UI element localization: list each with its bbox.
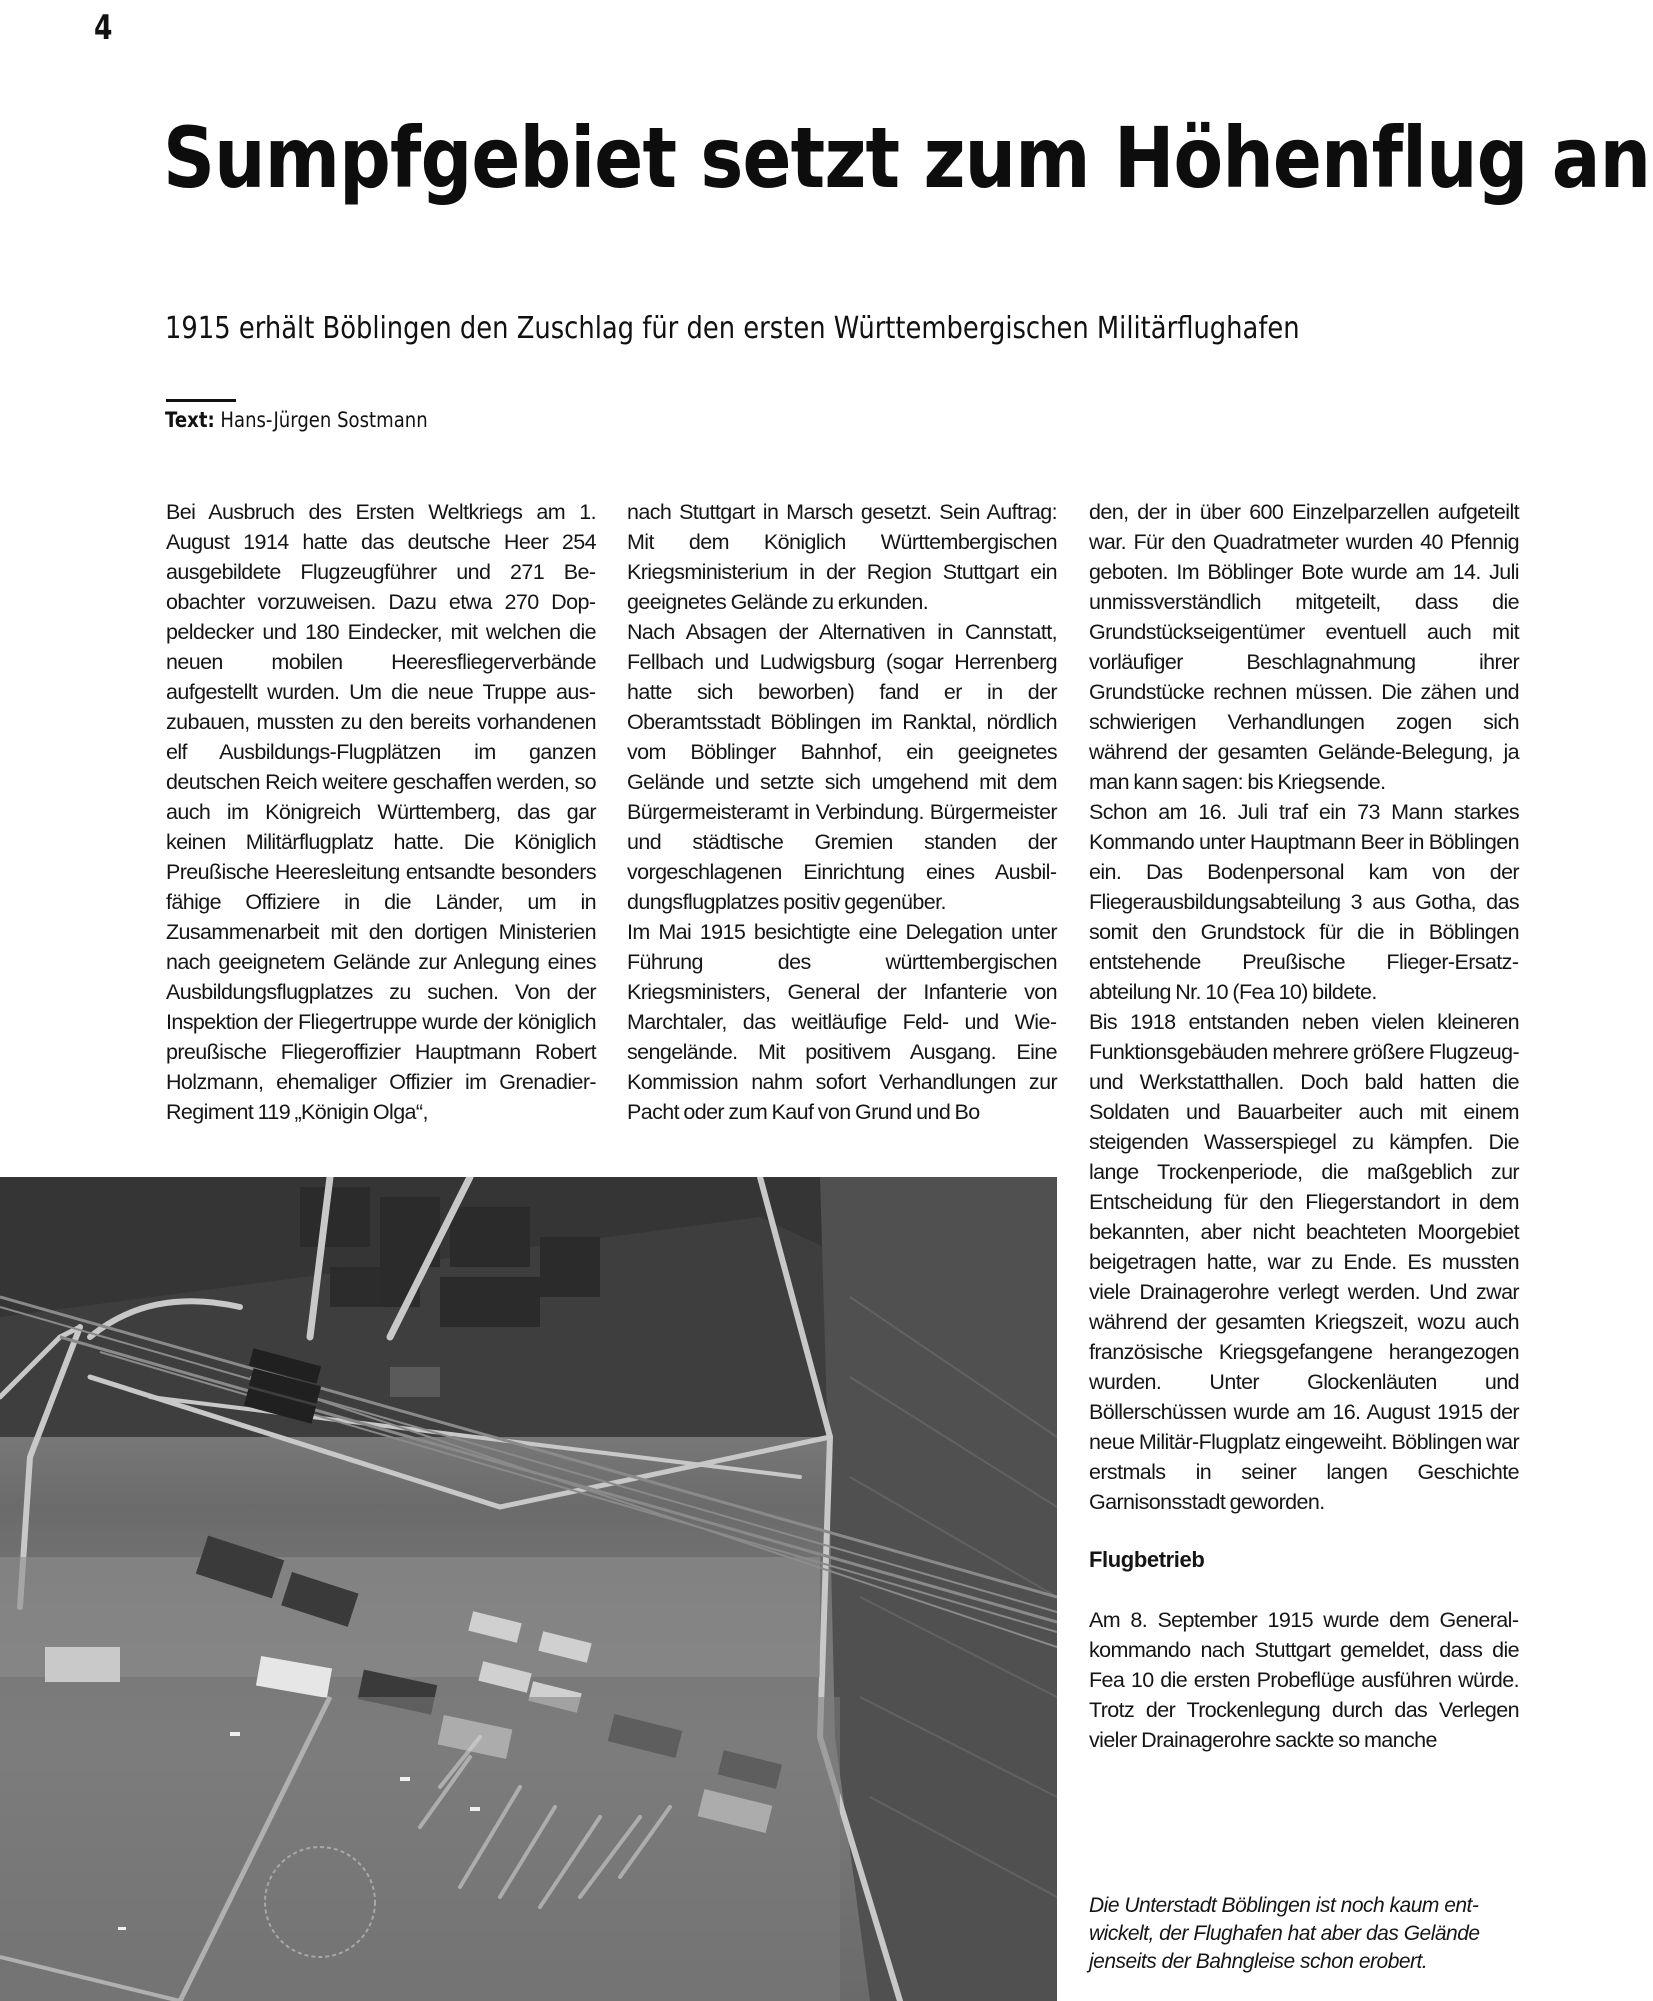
paragraph: den, der in über 600 Einzelparzellen aufgeteilt war. Für den Quadratmeter wurden 40 Pfennig geboten. Im Böblinger Bote wurde am 14. Juli unmissverständlich mitgeteilt, dass die Grundstückseigentümer eventuell auch mit vorläufiger Beschlagnahmung ihrer Grundstücke rechnen müssen. Die zähen und schwierigen Verhandlungen zogen sich während der gesamten Gelände-Belegung, ja man kann sagen: bis Kriegsende. (1089, 500, 1519, 794)
byline-author: Hans-Jürgen Sostmann (220, 408, 428, 432)
byline (165, 408, 428, 432)
paragraph: Bei Ausbruch des Ersten Weltkriegs am 1. August 1914 hatte das deutsche Heer 254 ausgebildete Flugzeugführer und 271 Beobachter vorzuweisen. Dazu etwa 270 Doppeldecker und 180 Eindecker, mit welchen die neuen mobilen Heeresfliegerverbände aufgestellt wurden. Um die neue Truppe auszubauen, mussten zu den bereits vorhandenen elf Ausbildungs-Flugplätzen im ganzen deutschen Reich weitere geschaffen werden, so auch im Königreich Württemberg, das gar keinen Militärflugplatz hatte. Die Königlich Preußische Heeresleitung entsandte besonders fähige Offiziere in die Länder, um in Zusammenarbeit mit den dortigen Ministerien nach geeignetem Gelände zur Anlegung eines Ausbildungsflugplatzes zu suchen. Von der Inspektion der Fliegertruppe wurde der königlich preußische Fliegeroffizier Hauptmann Robert Holzmann, ehemaliger Offizier im Grenadier-Regiment 119 „Königin Olga“, (166, 500, 596, 1124)
text-column-3 (1089, 497, 1519, 1755)
paragraph: Schon am 16. Juli traf ein 73 Mann starkes Kommando unter Hauptmann Beer in Böblingen ein. Das Bodenpersonal kam von der Fliegerausbildungsabteilung 3 aus Gotha, das somit den Grundstock für die in Böblingen entstehende Preußische Flieger-Ersatzabteilung Nr. 10 (Fea 10) bildete. (1089, 800, 1519, 1004)
page-number: 4 (94, 8, 113, 48)
text-column-1 (166, 497, 596, 1127)
paragraph: Nach Absagen der Alternativen in Cannstatt, Fellbach und Ludwigsburg (sogar Herrenberg hatte sich beworben) fand er in der Oberamtsstadt Böblingen im Ranktal, nördlich vom Böblinger Bahnhof, ein geeignetes Gelände und setzte sich umgehend mit dem Bürgermeisteramt in Verbindung. Bürgermeister und städtische Gremien standen der vorgeschlagenen Einrichtung eines Ausbildungsflugplatzes positiv gegenüber. (627, 620, 1057, 914)
byline-label: Text: (165, 408, 215, 432)
text-column-2 (627, 497, 1057, 1127)
paragraph: Bis 1918 entstanden neben vielen kleineren Funktionsgebäuden mehrere größere Flugzeug- und Werkstatthallen. Doch bald hatten die Soldaten und Bauarbeiter auch mit einem steigenden Wasserspiegel zu kämpfen. Die lange Trockenperiode, die maßgeblich zur Entscheidung für den Fliegerstandort in dem bekannten, aber nicht beachteten Moorgebiet beigetragen hatte, war zu Ende. Es mussten viele Drainagerohre verlegt werden. Und zwar während der gesamten Kriegszeit, wozu auch französische Kriegsgefangene herangezogen wurden. Unter Glockenläuten und Böllerschüssen wurde am 16. August 1915 der neue Militär-Flugplatz eingeweiht. Böblingen war erstmals in seiner langen Geschichte Garnisonsstadt geworden. (1089, 1010, 1519, 1514)
paragraph: Im Mai 1915 besichtigte eine Delegation unter Führung des württembergischen Kriegsministers, General der Infanterie von Marchtaler, das weitläufige Feld- und Wiesengelände. Mit positivem Ausgang. Eine Kommission nahm sofort Verhandlungen zur Pacht oder zum Kauf von Grund und Bo (627, 920, 1057, 1124)
photo-caption (1089, 1892, 1529, 1976)
article-title: Sumpfgebiet setzt zum Höhenflug an (163, 109, 1651, 207)
paragraph: nach Stuttgart in Marsch gesetzt. Sein Auftrag: Mit dem Königlich Württembergischen Kriegsministerium in der Region Stuttgart ein geeignetes Gelände zu erkunden. (627, 500, 1057, 614)
byline-rule (166, 399, 236, 402)
caption-text: Die Unterstadt Böblingen ist noch kaum entwickelt, der Flughafen hat aber das Gelände jenseits der Bahngleise schon erobert. (1089, 1894, 1480, 1973)
aerial-photo-graphic (0, 1177, 1057, 2001)
article-subtitle: 1915 erhält Böblingen den Zuschlag für den ersten Württembergischen Militärflughafen (165, 311, 1300, 346)
paragraph: Am 8. September 1915 wurde dem Generalkommando nach Stuttgart gemeldet, dass die Fea 10 die ersten Probeflüge ausführen würde. Trotz der Trockenlegung durch das Verlegen vieler Drainagerohre sackte so manche (1089, 1608, 1519, 1752)
aerial-photo (0, 1177, 1057, 2001)
section-heading: Flugbetrieb (1089, 1547, 1205, 1572)
